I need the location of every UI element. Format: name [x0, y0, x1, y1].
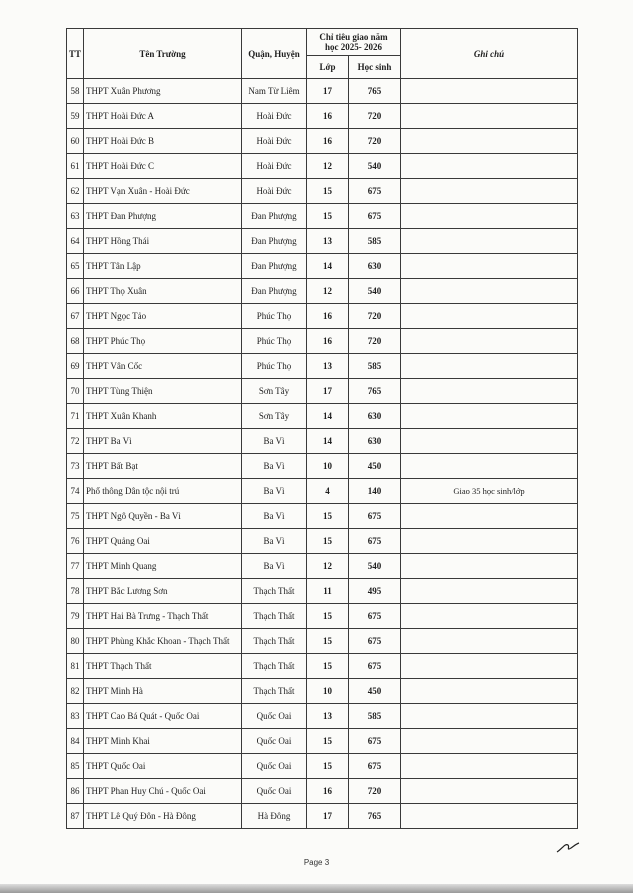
- class-count: 16: [307, 779, 349, 804]
- class-count: 10: [307, 679, 349, 704]
- table-row: [67, 229, 578, 254]
- row-note: [401, 504, 578, 529]
- student-count: 720: [349, 129, 401, 154]
- table-row: [67, 379, 578, 404]
- table-row: [67, 454, 578, 479]
- row-note: [401, 279, 578, 304]
- table-row: [67, 404, 578, 429]
- row-number: 68: [67, 329, 84, 354]
- row-number: 69: [67, 354, 84, 379]
- class-count: 15: [307, 529, 349, 554]
- row-number: 60: [67, 129, 84, 154]
- table-row: [67, 254, 578, 279]
- student-count: 675: [349, 604, 401, 629]
- row-note: [401, 779, 578, 804]
- table-row: [67, 579, 578, 604]
- school-name: THPT Cao Bá Quát - Quốc Oai: [84, 704, 242, 729]
- class-count: 13: [307, 229, 349, 254]
- school-name: THPT Vạn Xuân - Hoài Đức: [84, 179, 242, 204]
- district-name: Hà Đông: [242, 804, 307, 829]
- row-note: [401, 404, 578, 429]
- district-name: Thạch Thất: [242, 629, 307, 654]
- school-name: THPT Đan Phượng: [84, 204, 242, 229]
- school-name: THPT Hồng Thái: [84, 229, 242, 254]
- district-name: Thạch Thất: [242, 579, 307, 604]
- row-number: 77: [67, 554, 84, 579]
- school-name: THPT Xuân Phương: [84, 79, 242, 104]
- row-note: [401, 554, 578, 579]
- school-name: THPT Ba Vì: [84, 429, 242, 454]
- student-count: 450: [349, 454, 401, 479]
- school-name: THPT Thọ Xuân: [84, 279, 242, 304]
- class-count: 17: [307, 79, 349, 104]
- row-note: [401, 179, 578, 204]
- school-name: THPT Bất Bạt: [84, 454, 242, 479]
- table-row: [67, 754, 578, 779]
- school-name: THPT Xuân Khanh: [84, 404, 242, 429]
- student-count: 540: [349, 154, 401, 179]
- row-note: [401, 654, 578, 679]
- row-number: 76: [67, 529, 84, 554]
- student-count: 720: [349, 779, 401, 804]
- student-count: 585: [349, 704, 401, 729]
- row-note: [401, 154, 578, 179]
- student-count: 495: [349, 579, 401, 604]
- row-number: 71: [67, 404, 84, 429]
- district-name: Quốc Oai: [242, 704, 307, 729]
- table-row: [67, 129, 578, 154]
- header-district: Quận, Huyện: [242, 29, 307, 79]
- district-name: Ba Vì: [242, 479, 307, 504]
- table-row: [67, 779, 578, 804]
- table-row: [67, 479, 578, 504]
- class-count: 13: [307, 354, 349, 379]
- school-name: THPT Quảng Oai: [84, 529, 242, 554]
- school-name: THPT Thạch Thất: [84, 654, 242, 679]
- district-name: Sơn Tây: [242, 379, 307, 404]
- row-number: 72: [67, 429, 84, 454]
- row-number: 86: [67, 779, 84, 804]
- page-footer: Page 3: [303, 858, 330, 867]
- header-school: Tên Trường: [84, 29, 242, 79]
- row-number: 67: [67, 304, 84, 329]
- row-note: [401, 629, 578, 654]
- student-count: 675: [349, 729, 401, 754]
- row-note: [401, 804, 578, 829]
- row-number: 58: [67, 79, 84, 104]
- class-count: 13: [307, 704, 349, 729]
- table-row: [67, 179, 578, 204]
- row-number: 64: [67, 229, 84, 254]
- table-row: [67, 429, 578, 454]
- table-row: [67, 154, 578, 179]
- row-note: [401, 754, 578, 779]
- district-name: Thạch Thất: [242, 604, 307, 629]
- row-note: [401, 329, 578, 354]
- row-number: 74: [67, 479, 84, 504]
- row-note: [401, 729, 578, 754]
- district-name: Phúc Thọ: [242, 329, 307, 354]
- student-count: 675: [349, 504, 401, 529]
- class-count: 4: [307, 479, 349, 504]
- table-row: [67, 529, 578, 554]
- district-name: Phúc Thọ: [242, 354, 307, 379]
- school-name: THPT Hai Bà Trưng - Thạch Thất: [84, 604, 242, 629]
- row-note: [401, 129, 578, 154]
- school-name: THPT Bắc Lương Sơn: [84, 579, 242, 604]
- district-name: Ba Vì: [242, 429, 307, 454]
- district-name: Sơn Tây: [242, 404, 307, 429]
- class-count: 14: [307, 404, 349, 429]
- row-note: [401, 379, 578, 404]
- row-note: [401, 529, 578, 554]
- row-number: 78: [67, 579, 84, 604]
- student-count: 720: [349, 304, 401, 329]
- row-note: [401, 579, 578, 604]
- student-count: 765: [349, 804, 401, 829]
- table-row: [67, 204, 578, 229]
- school-name: THPT Tùng Thiện: [84, 379, 242, 404]
- row-number: 59: [67, 104, 84, 129]
- table-row: [67, 679, 578, 704]
- school-name: THPT Minh Quang: [84, 554, 242, 579]
- row-note: [401, 354, 578, 379]
- table-row: [67, 629, 578, 654]
- district-name: Đan Phượng: [242, 279, 307, 304]
- district-name: Quốc Oai: [242, 779, 307, 804]
- table-row: [67, 604, 578, 629]
- class-count: 15: [307, 754, 349, 779]
- school-quota-table: [66, 28, 578, 829]
- school-name: THPT Phan Huy Chú - Quốc Oai: [84, 779, 242, 804]
- district-name: Quốc Oai: [242, 729, 307, 754]
- row-note: [401, 254, 578, 279]
- school-name: THPT Minh Khai: [84, 729, 242, 754]
- table-row: [67, 654, 578, 679]
- district-name: Thạch Thất: [242, 679, 307, 704]
- row-number: 62: [67, 179, 84, 204]
- class-count: 15: [307, 629, 349, 654]
- district-name: Ba Vì: [242, 554, 307, 579]
- student-count: 630: [349, 429, 401, 454]
- row-note: [401, 204, 578, 229]
- class-count: 16: [307, 104, 349, 129]
- school-name: THPT Phùng Khắc Khoan - Thạch Thất: [84, 629, 242, 654]
- district-name: Đan Phượng: [242, 229, 307, 254]
- district-name: Hoài Đức: [242, 179, 307, 204]
- row-note: [401, 679, 578, 704]
- district-name: Ba Vì: [242, 454, 307, 479]
- student-count: 630: [349, 254, 401, 279]
- row-number: 65: [67, 254, 84, 279]
- class-count: 12: [307, 154, 349, 179]
- row-note: [401, 229, 578, 254]
- student-count: 675: [349, 179, 401, 204]
- row-note: [401, 454, 578, 479]
- row-number: 85: [67, 754, 84, 779]
- student-count: 540: [349, 554, 401, 579]
- row-note: [401, 304, 578, 329]
- student-count: 765: [349, 379, 401, 404]
- row-note: [401, 604, 578, 629]
- class-count: 14: [307, 254, 349, 279]
- class-count: 16: [307, 304, 349, 329]
- row-number: 79: [67, 604, 84, 629]
- school-name: THPT Lê Quý Đôn - Hà Đông: [84, 804, 242, 829]
- district-name: Đan Phượng: [242, 254, 307, 279]
- class-count: 10: [307, 454, 349, 479]
- table-row: [67, 304, 578, 329]
- student-count: 585: [349, 229, 401, 254]
- student-count: 450: [349, 679, 401, 704]
- row-number: 75: [67, 504, 84, 529]
- student-count: 675: [349, 204, 401, 229]
- header-classes: Lớp: [307, 56, 349, 79]
- district-name: Ba Vì: [242, 504, 307, 529]
- district-name: Thạch Thất: [242, 654, 307, 679]
- table-body: [67, 79, 578, 829]
- table-row: [67, 79, 578, 104]
- class-count: 16: [307, 129, 349, 154]
- row-note: [401, 704, 578, 729]
- school-name: THPT Ngọc Tảo: [84, 304, 242, 329]
- school-name: THPT Ngô Quyền - Ba Vì: [84, 504, 242, 529]
- header-quota-line2: học 2025- 2026: [325, 42, 382, 52]
- header-students: Học sinh: [349, 56, 401, 79]
- row-number: 66: [67, 279, 84, 304]
- class-count: 12: [307, 554, 349, 579]
- table-row: [67, 729, 578, 754]
- student-count: 585: [349, 354, 401, 379]
- class-count: 15: [307, 729, 349, 754]
- row-note: [401, 104, 578, 129]
- student-count: 675: [349, 529, 401, 554]
- header-quota-line1: Chỉ tiêu giao năm: [319, 32, 388, 42]
- table-row: [67, 329, 578, 354]
- class-count: 15: [307, 654, 349, 679]
- class-count: 15: [307, 179, 349, 204]
- class-count: 16: [307, 329, 349, 354]
- student-count: 765: [349, 79, 401, 104]
- school-name: THPT Vân Cốc: [84, 354, 242, 379]
- student-count: 720: [349, 329, 401, 354]
- student-count: 675: [349, 654, 401, 679]
- student-count: 675: [349, 754, 401, 779]
- class-count: 15: [307, 504, 349, 529]
- row-number: 82: [67, 679, 84, 704]
- student-count: 540: [349, 279, 401, 304]
- student-count: 675: [349, 629, 401, 654]
- class-count: 17: [307, 804, 349, 829]
- class-count: 15: [307, 604, 349, 629]
- row-note: [401, 79, 578, 104]
- row-number: 83: [67, 704, 84, 729]
- school-name: THPT Phúc Thọ: [84, 329, 242, 354]
- scan-edge: [0, 884, 633, 893]
- student-count: 140: [349, 479, 401, 504]
- row-note: Giao 35 học sinh/lớp: [401, 479, 578, 504]
- row-number: 87: [67, 804, 84, 829]
- row-number: 61: [67, 154, 84, 179]
- class-count: 17: [307, 379, 349, 404]
- table-header: [67, 29, 578, 79]
- class-count: 15: [307, 204, 349, 229]
- table-row: [67, 804, 578, 829]
- class-count: 11: [307, 579, 349, 604]
- row-number: 73: [67, 454, 84, 479]
- student-count: 720: [349, 104, 401, 129]
- school-name: THPT Tân Lập: [84, 254, 242, 279]
- row-number: 81: [67, 654, 84, 679]
- school-name: THPT Quốc Oai: [84, 754, 242, 779]
- school-name: Phổ thông Dân tộc nội trú: [84, 479, 242, 504]
- table-row: [67, 504, 578, 529]
- table-row: [67, 354, 578, 379]
- row-number: 84: [67, 729, 84, 754]
- class-count: 12: [307, 279, 349, 304]
- table-row: [67, 554, 578, 579]
- table-row: [67, 104, 578, 129]
- signature-mark: [556, 840, 580, 854]
- class-count: 14: [307, 429, 349, 454]
- district-name: Hoài Đức: [242, 154, 307, 179]
- student-count: 630: [349, 404, 401, 429]
- row-number: 80: [67, 629, 84, 654]
- row-number: 63: [67, 204, 84, 229]
- header-tt: TT: [67, 29, 84, 79]
- school-name: THPT Hoài Đức A: [84, 104, 242, 129]
- row-note: [401, 429, 578, 454]
- table-row: [67, 279, 578, 304]
- district-name: Ba Vì: [242, 529, 307, 554]
- row-number: 70: [67, 379, 84, 404]
- header-quota: [307, 29, 401, 56]
- table-row: [67, 704, 578, 729]
- district-name: Phúc Thọ: [242, 304, 307, 329]
- district-name: Đan Phượng: [242, 204, 307, 229]
- district-name: Nam Từ Liêm: [242, 79, 307, 104]
- school-name: THPT Minh Hà: [84, 679, 242, 704]
- header-note: Ghi chú: [401, 29, 578, 79]
- school-name: THPT Hoài Đức C: [84, 154, 242, 179]
- district-name: Hoài Đức: [242, 129, 307, 154]
- district-name: Quốc Oai: [242, 754, 307, 779]
- district-name: Hoài Đức: [242, 104, 307, 129]
- school-name: THPT Hoài Đức B: [84, 129, 242, 154]
